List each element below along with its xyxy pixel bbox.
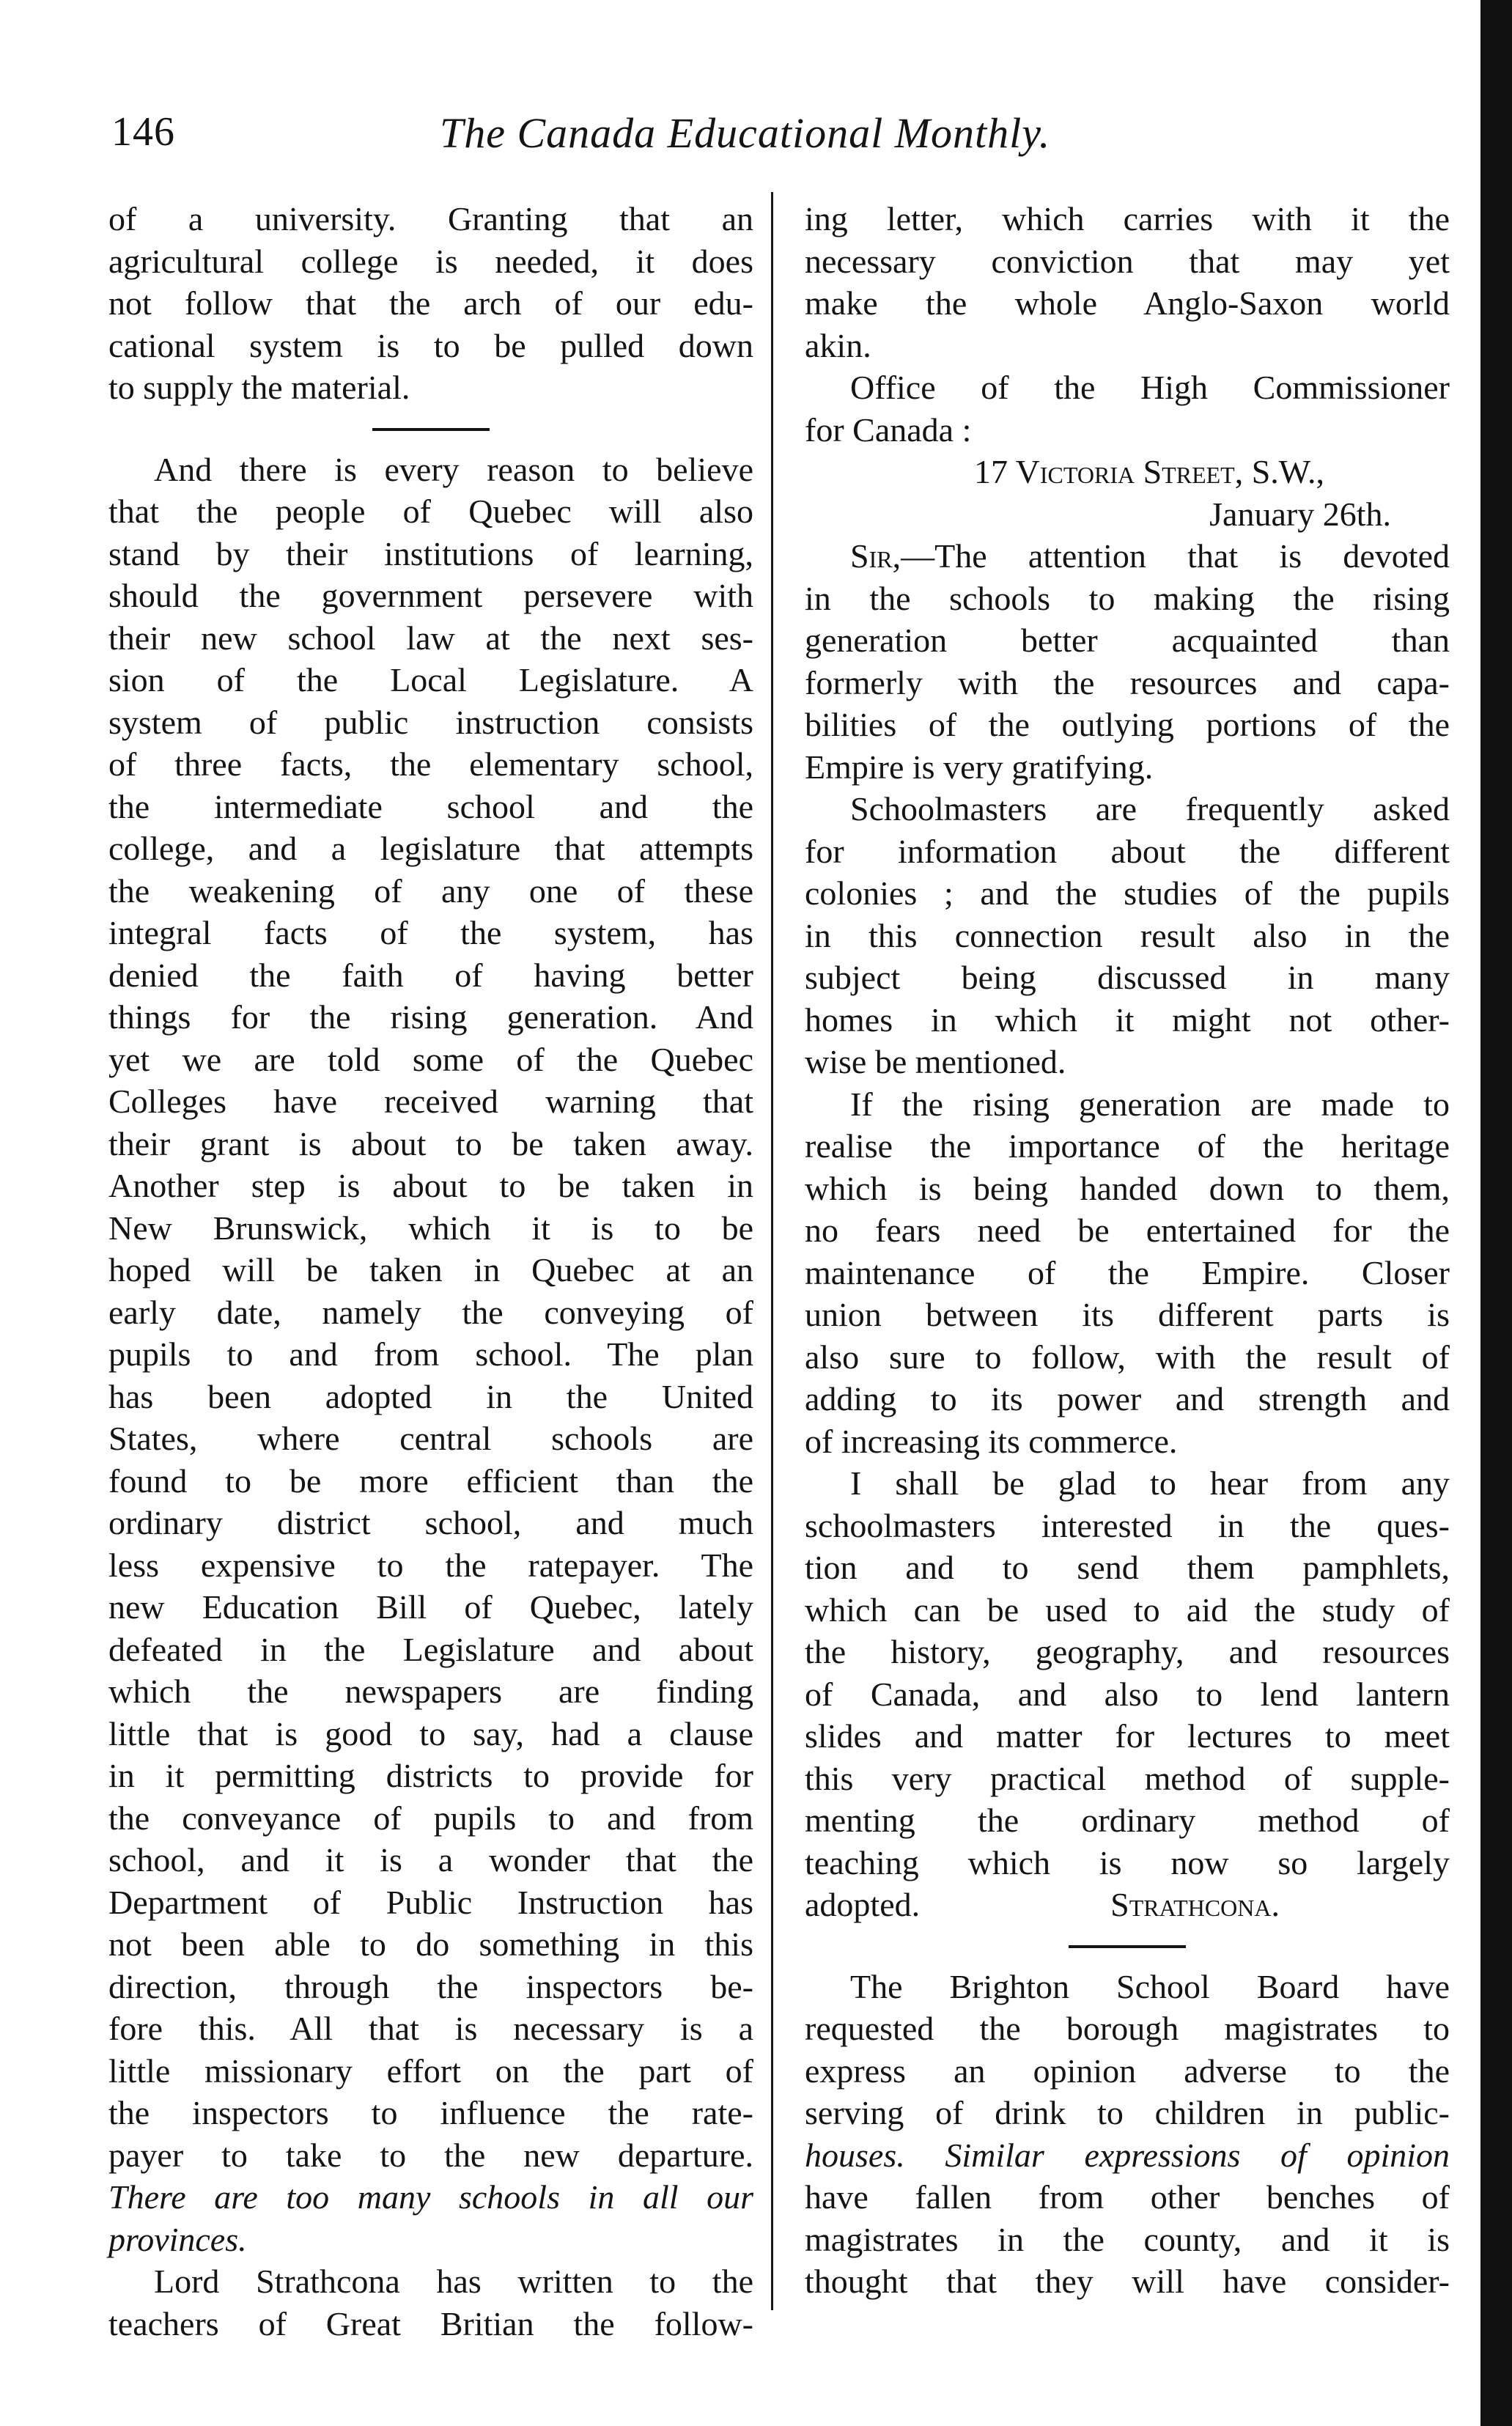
text-line: college, and a legislature that attempts bbox=[108, 830, 753, 867]
right-paragraph-4 bbox=[805, 788, 1450, 1083]
text-line: for Canada : bbox=[805, 410, 972, 449]
letter-address: 17 Victoria Street, S.W., bbox=[974, 453, 1324, 490]
text-line: the weakening of any one of these bbox=[108, 871, 753, 910]
text-line-italic bbox=[805, 2134, 1450, 2177]
text-line: integral facts of the system, has bbox=[108, 914, 753, 951]
text-line: not follow that the arch of our edu- bbox=[108, 284, 753, 322]
running-title: The Canada Educational Monthly. bbox=[440, 109, 1051, 157]
text-line: new Education Bill of Quebec, lately bbox=[108, 1588, 753, 1626]
text-line: Lord Strathcona has written to the bbox=[154, 2263, 753, 2300]
page-number: 146 bbox=[111, 109, 175, 155]
text-line: If the rising generation are made to bbox=[850, 1085, 1450, 1123]
text-line: express an opinion adverse to the bbox=[805, 2051, 1450, 2090]
text-line: Schoolmasters are frequently asked bbox=[850, 790, 1450, 827]
text-line: subject being discussed in many bbox=[805, 959, 1450, 996]
right-paragraph-3 bbox=[805, 535, 1450, 788]
text-line: the history, geography, and resources bbox=[805, 1633, 1450, 1670]
italic-phrase: Similar expressions of opinion bbox=[945, 2136, 1450, 2174]
text-line: schoolmasters interested in the ques- bbox=[805, 1506, 1450, 1544]
text-line: this very practical method of supple- bbox=[805, 1759, 1450, 1797]
left-paragraph-1 bbox=[108, 198, 753, 409]
text-line: to supply the material. bbox=[108, 369, 410, 406]
text-line: no fears need be entertained for the bbox=[805, 1212, 1450, 1249]
text-line: necessary conviction that may yet bbox=[805, 242, 1450, 280]
text-line: cational system is to be pulled down bbox=[108, 326, 753, 364]
text-line: direction, through the inspectors be- bbox=[108, 1967, 753, 2005]
text-line: agricultural college is needed, it does bbox=[108, 242, 753, 280]
text-line: Another step is about to be taken in bbox=[108, 1167, 753, 1204]
text-line: of three facts, the elementary school, bbox=[108, 745, 753, 783]
text-line: defeated in the Legislature and about bbox=[108, 1630, 753, 1668]
text-line: New Brunswick, which it is to be bbox=[108, 1209, 753, 1247]
right-paragraph-1 bbox=[805, 198, 1450, 366]
text-line: yet we are told some of the Quebec bbox=[108, 1040, 753, 1078]
text-line: Colleges have received warning that bbox=[108, 1083, 753, 1120]
text-line: of Canada, and also to lend lantern bbox=[805, 1675, 1450, 1713]
text-line: generation better acquainted than bbox=[805, 622, 1450, 659]
text-line: little that is good to say, had a clause bbox=[108, 1714, 753, 1752]
text-line: denied the faith of having better bbox=[108, 956, 753, 994]
text-line: slides and matter for lectures to meet bbox=[805, 1717, 1450, 1755]
text-line-italic: provinces. bbox=[108, 2220, 247, 2258]
text-line: of a university. Granting that an bbox=[108, 200, 753, 237]
text-line: system of public instruction consists bbox=[108, 703, 753, 741]
right-paragraph-6 bbox=[805, 1462, 1450, 1926]
italic-word: houses. bbox=[805, 2136, 905, 2174]
text-line: in the schools to making the rising bbox=[805, 579, 1450, 617]
text-line: make the whole Anglo-Saxon world bbox=[805, 284, 1450, 322]
text-line: ing letter, which carries with it the bbox=[805, 200, 1450, 237]
text-line: requested the borough magistrates to bbox=[805, 2010, 1450, 2047]
text-line: The Brighton School Board have bbox=[850, 1967, 1450, 2005]
left-paragraph-3 bbox=[108, 2260, 753, 2345]
left-paragraph-2 bbox=[108, 449, 753, 2261]
text-line: in this connection result also in the bbox=[805, 916, 1450, 954]
text-line: should the government persevere with bbox=[108, 577, 753, 614]
text-line: not been able to do something in this bbox=[108, 1925, 753, 1963]
text-line: States, where central schools are bbox=[108, 1420, 753, 1457]
text-line: little missionary effort on the part of bbox=[108, 2051, 753, 2090]
text-line: pupils to and from school. The plan bbox=[108, 1335, 753, 1373]
text-line: maintenance of the Empire. Closer bbox=[805, 1253, 1450, 1291]
text-line: the inspectors to influence the rate- bbox=[108, 2094, 753, 2131]
text-line: Office of the High Commissioner bbox=[850, 369, 1450, 406]
text-line: colonies ; and the studies of the pupils bbox=[805, 874, 1450, 912]
text-line: union between its different parts is bbox=[805, 1296, 1450, 1333]
text-line: fore this. All that is necessary is a bbox=[108, 2010, 753, 2047]
text-line: school, and it is a wonder that the bbox=[108, 1841, 753, 1879]
text-line: bilities of the outlying portions of the bbox=[805, 706, 1450, 743]
signature: Strathcona. bbox=[1110, 1886, 1280, 1923]
text-line: teaching which is now so largely bbox=[805, 1843, 1450, 1881]
text-line: which the newspapers are finding bbox=[108, 1673, 753, 1710]
text-line: Empire is very gratifying. bbox=[805, 748, 1154, 786]
text-line: teachers of Great Britian the follow- bbox=[108, 2304, 753, 2342]
left-column bbox=[108, 198, 753, 2345]
text-line: early date, namely the conveying of bbox=[108, 1293, 753, 1331]
text-line: magistrates in the county, and it is bbox=[805, 2220, 1450, 2258]
text-line: that the people of Quebec will also bbox=[108, 493, 753, 530]
text-line: realise the importance of the heritage bbox=[805, 1127, 1450, 1165]
text-line: tion and to send them pamphlets, bbox=[805, 1549, 1450, 1586]
text-line-italic: There are too many schools in all our bbox=[108, 2178, 753, 2216]
text-line: of increasing its commerce. bbox=[805, 1422, 1178, 1460]
text-line: Department of Public Instruction has bbox=[108, 1883, 753, 1921]
right-paragraph-2 bbox=[805, 366, 1450, 451]
column-divider bbox=[771, 192, 773, 2310]
text-line: things for the rising generation. And bbox=[108, 998, 753, 1036]
text-line: which is being handed down to them, bbox=[805, 1169, 1450, 1207]
text-line: have fallen from other benches of bbox=[805, 2178, 1450, 2216]
text-line: for information about the different bbox=[805, 832, 1450, 870]
text-line: hoped will be taken in Quebec at an bbox=[108, 1251, 753, 1288]
text-line: sion of the Local Legislature. A bbox=[108, 661, 753, 698]
text-line: I shall be glad to hear from any bbox=[850, 1464, 1450, 1502]
text-line: And there is every reason to believe bbox=[154, 450, 753, 488]
text-line: thought that they will have consider- bbox=[805, 2263, 1450, 2300]
section-rule bbox=[372, 428, 490, 431]
text-line: less expensive to the ratepayer. The bbox=[108, 1546, 753, 1584]
text-line: payer to take to the new departure. bbox=[108, 2136, 753, 2174]
salutation: Sir, bbox=[850, 537, 901, 575]
text-line: serving of drink to children in public- bbox=[805, 2094, 1450, 2131]
text-line: their grant is about to be taken away. bbox=[108, 1124, 753, 1162]
text-line: which can be used to aid the study of bbox=[805, 1590, 1450, 1629]
text-line: ordinary district school, and much bbox=[108, 1504, 753, 1541]
text-line: adding to its power and strength and bbox=[805, 1380, 1450, 1417]
text-line: the intermediate school and the bbox=[108, 787, 753, 825]
right-paragraph-5 bbox=[805, 1083, 1450, 1463]
text-line: homes in which it might not other- bbox=[805, 1000, 1450, 1039]
text-line: their new school law at the next ses- bbox=[108, 619, 753, 657]
text-line: adopted. bbox=[805, 1886, 921, 1923]
text-line: the conveyance of pupils to and from bbox=[108, 1799, 753, 1837]
text-line: found to be more efficient than the bbox=[108, 1461, 753, 1500]
text-line: has been adopted in the United bbox=[108, 1377, 753, 1415]
text-line: —The attention that is devoted bbox=[901, 537, 1450, 575]
text-line: stand by their institutions of learning, bbox=[108, 534, 753, 572]
right-paragraph-7 bbox=[805, 1966, 1450, 2303]
scan-edge-shadow bbox=[1480, 0, 1512, 2426]
text-line: in it permitting districts to provide for bbox=[108, 1757, 753, 1794]
right-column bbox=[805, 198, 1450, 2303]
text-line: also sure to follow, with the result of bbox=[805, 1338, 1450, 1376]
letter-date: January 26th. bbox=[1209, 495, 1391, 533]
text-line: akin. bbox=[805, 326, 871, 364]
page-header bbox=[0, 0, 1512, 220]
section-rule bbox=[1069, 1945, 1186, 1948]
text-line: wise be mentioned. bbox=[805, 1043, 1066, 1080]
text-line: menting the ordinary method of bbox=[805, 1802, 1450, 1839]
text-line: formerly with the resources and capa- bbox=[805, 663, 1450, 701]
